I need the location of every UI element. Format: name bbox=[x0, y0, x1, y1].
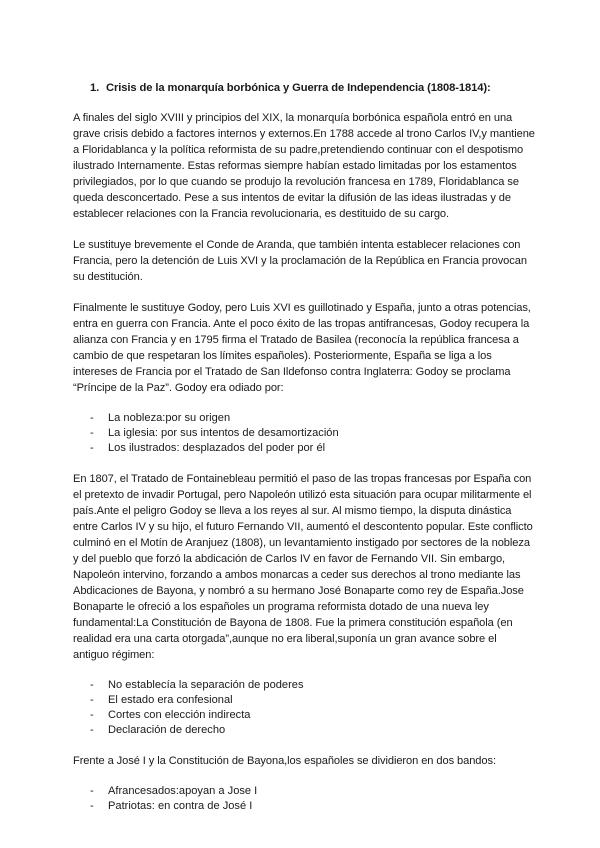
list-dash: - bbox=[90, 427, 94, 439]
list-item: - Afrancesados:apoyan a Jose I bbox=[90, 785, 258, 797]
section-heading bbox=[90, 80, 535, 96]
list-item: - La nobleza:por su origen bbox=[90, 412, 231, 424]
paragraph-fontainebleau: En 1807, el Tratado de Fontainebleau permitió el paso de las tropas francesas por España con el pretexto de invadir Portugal, pero Napoleón utilizó esta situación para ocupar militarmente el país.Ante el peligro Godoy se lleva a los reyes al sur. Al mismo tiempo, la disputa dinástica entre Carlos IV y su hijo, el futuro Fernando VII, aumentó el descontento popular. Este conflicto culminó en el Motín de Aranjuez (1808), un levantamiento instigado por sectores de la nobleza y del pueblo que forzó la abdicación de Carlos IV en favor de Fernando VII. Sin embargo, Napoleón intervino, forzando a ambos monarcas a ceder sus derechos al trono mediante las Abdicaciones de Bayona, y nombró a su hermano José Bonaparte como rey de España.Jose Bonaparte le ofreció a los españoles un programa reformista dotado de una nueva ley fundamental:La Constitución de Bayona de 1808. Fue la primera constitución española (en realidad era una carta otorgada”,aunque no era liberal,suponía un gran avance sobre el antiguo régimen: bbox=[73, 473, 533, 661]
paragraph-crisis-intro: A finales del siglo XVIII y principios del XIX, la monarquía borbónica española entró en una grave crisis debido a factores internos y externos.En 1788 accede al trono Carlos IV,y mantiene a Floridablanca y la política reformista de su padre,pretendiendo continuar con el despotismo ilustrado Internamente. Estas reformas siempre habían estado limitadas por los estamentos privilegiados, por lo que cuando se produjo la revolución francesa en 1789, Floridablanca se queda desconcertado. Pese a sus intentos de evitar la difusión de las ideas ilustradas y de establecer relaciones con la Francia revolucionaria, es destituido de su cargo. bbox=[73, 112, 535, 220]
list-item: - La iglesia: por sus intentos de desamortización bbox=[90, 427, 339, 439]
list-dash: - bbox=[90, 785, 94, 797]
list-item: - Los ilustrados: desplazados del poder por él bbox=[90, 442, 326, 454]
list-dash: - bbox=[90, 679, 94, 691]
paragraph-godoy: Finalmente le sustituye Godoy, pero Luis XVI es guillotinado y España, junto a otras potencias, entra en guerra con Francia. Ante el poco éxito de las tropas antifrancesas, Godoy recupera la alianza con Francia y en 1795 firma el Tratado de Basilea (reconocía la república francesa a cambio de que respetaran los límites españoles). Posteriormente, España se liga a los intereses de Francia por el Tratado de San Ildefonso contra Inglaterra: Godoy se proclama “Príncipe de la Paz”. Godoy era odiado por: bbox=[73, 302, 531, 394]
list-dash: - bbox=[90, 800, 94, 812]
list-dash: - bbox=[90, 724, 94, 736]
list-bandos bbox=[73, 784, 535, 814]
heading-title: Crisis de la monarquía borbónica y Guerra de Independencia (1808-1814): bbox=[106, 82, 491, 94]
list-dash: - bbox=[90, 709, 94, 721]
list-odiado-por bbox=[73, 411, 535, 456]
paragraph-conde-aranda: Le sustituye brevemente el Conde de Aranda, que también intenta establecer relaciones con Francia, pero la detención de Luis XVI y la proclamación de la República en Francia provocan su destitución. bbox=[73, 239, 527, 283]
list-item: - No establecía la separación de poderes bbox=[90, 679, 304, 691]
list-item: - Declaración de derecho bbox=[90, 724, 226, 736]
document-body bbox=[73, 80, 535, 829]
list-item: - Patriotas: en contra de José I bbox=[90, 800, 253, 812]
paragraph-bandos: Frente a José I y la Constitución de Bayona,los españoles se dividieron en dos bandos: bbox=[73, 755, 496, 767]
list-item: - Cortes con elección indirecta bbox=[90, 709, 251, 721]
list-dash: - bbox=[90, 694, 94, 706]
list-dash: - bbox=[90, 412, 94, 424]
heading-number: 1. bbox=[90, 82, 100, 94]
list-constitucion bbox=[73, 678, 535, 738]
list-dash: - bbox=[90, 442, 94, 454]
list-item: - El estado era confesional bbox=[90, 694, 233, 706]
